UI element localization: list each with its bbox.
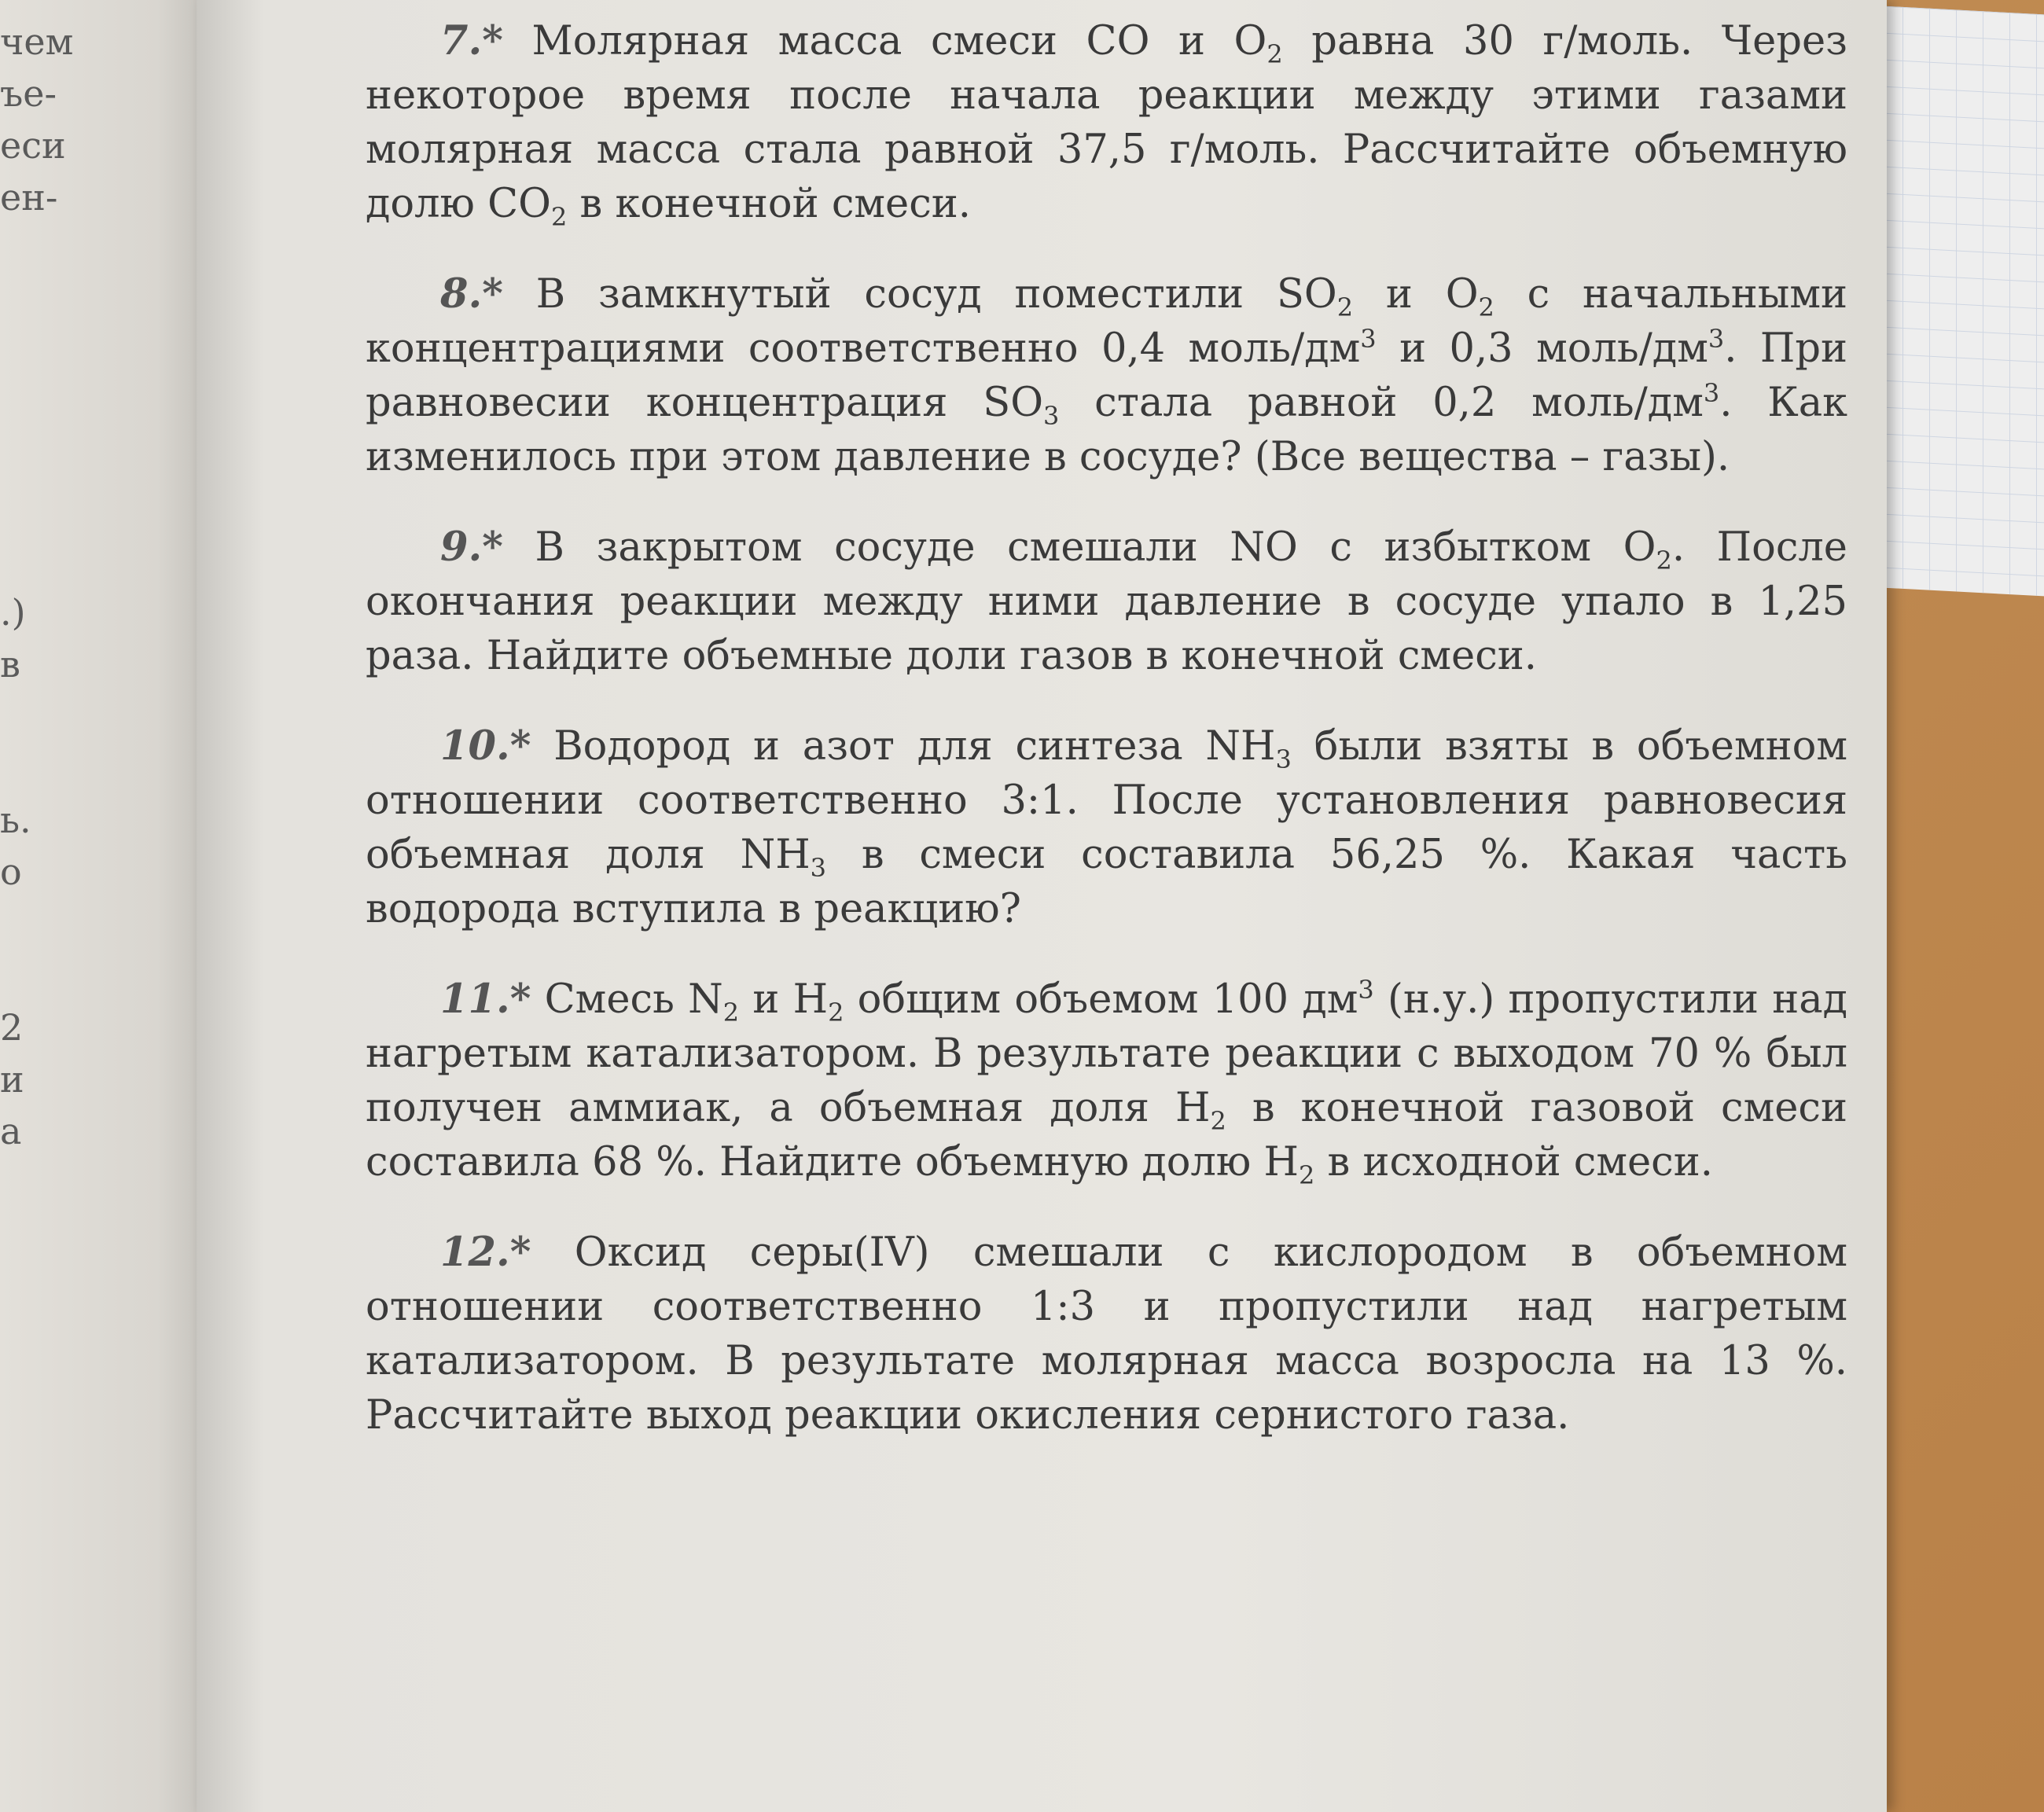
subscript: 2 <box>1298 1160 1315 1191</box>
left-line <box>0 898 189 950</box>
problem-text: были взяты в объемном отношении соответственно 3:1. После установления равновесия объемная доля NH <box>366 723 1847 878</box>
subscript: 2 <box>1656 546 1672 576</box>
problem-text: Молярная масса смеси CO и O <box>531 18 1267 64</box>
left-line <box>0 483 189 535</box>
problem-text: равна 30 г/моль. Через некоторое время после начала реакции между этими газами молярная масса стала равной 37,5 г/моль. Рассчитайте объемную долю CO <box>366 18 1848 227</box>
left-page-text <box>0 16 189 1157</box>
subscript: 2 <box>828 998 844 1028</box>
problem-text: . При равновесии концентрация SO <box>366 325 1847 426</box>
problem-text: В замкнутый сосуд поместили SO <box>535 271 1337 318</box>
problem-text: . Как изменилось при этом давление в сосуде? (Все вещества – газы). <box>366 380 1848 480</box>
subscript: 3 <box>810 853 827 884</box>
problem-text: в конечной газовой смеси составила 68 %. Найдите объемную долю H <box>366 1085 1847 1185</box>
problem-10 <box>366 719 1847 936</box>
left-line <box>0 275 189 327</box>
subscript: 2 <box>722 998 740 1028</box>
problem-text: с начальными концентрациями соответственно 0,4 моль/дм <box>366 271 1847 372</box>
left-line <box>0 535 189 586</box>
left-line: ен- <box>0 176 58 219</box>
problem-9 <box>366 520 1847 683</box>
problem-text: Оксид серы(IV) смешали с кислородом в объемном отношении соответственно 1:3 и пропустили над нагретым катализатором. В результате молярная масса возросла на 13 %. Рассчитайте выход реакции окисления сернистого газа. <box>366 1229 1848 1439</box>
subscript: 2 <box>1336 292 1354 323</box>
left-line: еси <box>0 124 66 167</box>
problem-text: Смесь N <box>544 976 723 1023</box>
problem-text: и 0,3 моль/дм <box>1376 325 1708 372</box>
problem-text: и O <box>1353 271 1479 318</box>
problem-text: в смеси составила 56,25 %. Какая часть водорода вступила в реакцию? <box>366 832 1847 932</box>
problem-8 <box>366 267 1847 484</box>
problem-text: Водород и азот для синтеза NH <box>553 723 1276 770</box>
left-line: в <box>0 643 20 685</box>
left-line: 2 <box>0 1006 24 1049</box>
problem-text: . После окончания реакции между ними давление в сосуде упало в 1,25 раза. Найдите объемные доли газов в конечной смеси. <box>366 524 1847 679</box>
subscript: 3 <box>1043 401 1060 432</box>
left-line: чем <box>0 20 74 63</box>
left-line <box>0 379 189 431</box>
left-line <box>0 431 189 483</box>
left-line: и <box>0 1058 24 1101</box>
problem-number: 12.* <box>440 1229 531 1276</box>
problem-7 <box>366 14 1847 231</box>
left-line <box>0 690 189 742</box>
problem-text: и H <box>739 976 829 1023</box>
superscript: 3 <box>1360 324 1377 354</box>
problem-text: (н.у.) пропустили над нагретым катализатором. В результате реакции с выходом 70 % был получен аммиак, а объемная доля H <box>366 976 1848 1131</box>
problem-text: общим объемом 100 дм <box>844 976 1358 1023</box>
left-line <box>0 327 189 379</box>
textbook-page <box>197 0 1887 1812</box>
left-line: о <box>0 851 22 893</box>
left-line <box>0 223 189 275</box>
problem-number: 11.* <box>440 976 531 1023</box>
problem-text: стала равной 0,2 моль/дм <box>1059 380 1704 426</box>
subscript: 2 <box>1266 39 1283 70</box>
problem-text: в исходной смеси. <box>1314 1139 1713 1185</box>
left-line <box>0 950 189 1002</box>
left-page <box>0 0 197 1812</box>
problem-text: в конечной смеси. <box>567 181 971 227</box>
left-line: ь. <box>0 799 31 841</box>
problem-number: 9.* <box>440 524 503 571</box>
subscript: 3 <box>1275 744 1292 775</box>
problem-number: 7.* <box>440 17 503 64</box>
left-line: .) <box>0 591 26 634</box>
superscript: 3 <box>1703 378 1720 408</box>
subscript: 2 <box>1210 1106 1226 1137</box>
subscript: 2 <box>550 202 568 233</box>
left-line <box>0 742 189 794</box>
left-line: ъе- <box>0 72 57 115</box>
problem-number: 8.* <box>440 270 503 318</box>
subscript: 2 <box>1478 292 1494 323</box>
superscript: 3 <box>1708 324 1725 354</box>
problem-12 <box>366 1226 1847 1443</box>
left-line: а <box>0 1110 22 1152</box>
problems-list <box>366 14 1847 1479</box>
problem-number: 10.* <box>440 722 531 770</box>
problem-text: В закрытом сосуде смешали NO с избытком O <box>535 524 1656 571</box>
problem-11 <box>366 972 1847 1189</box>
superscript: 3 <box>1358 975 1374 1005</box>
